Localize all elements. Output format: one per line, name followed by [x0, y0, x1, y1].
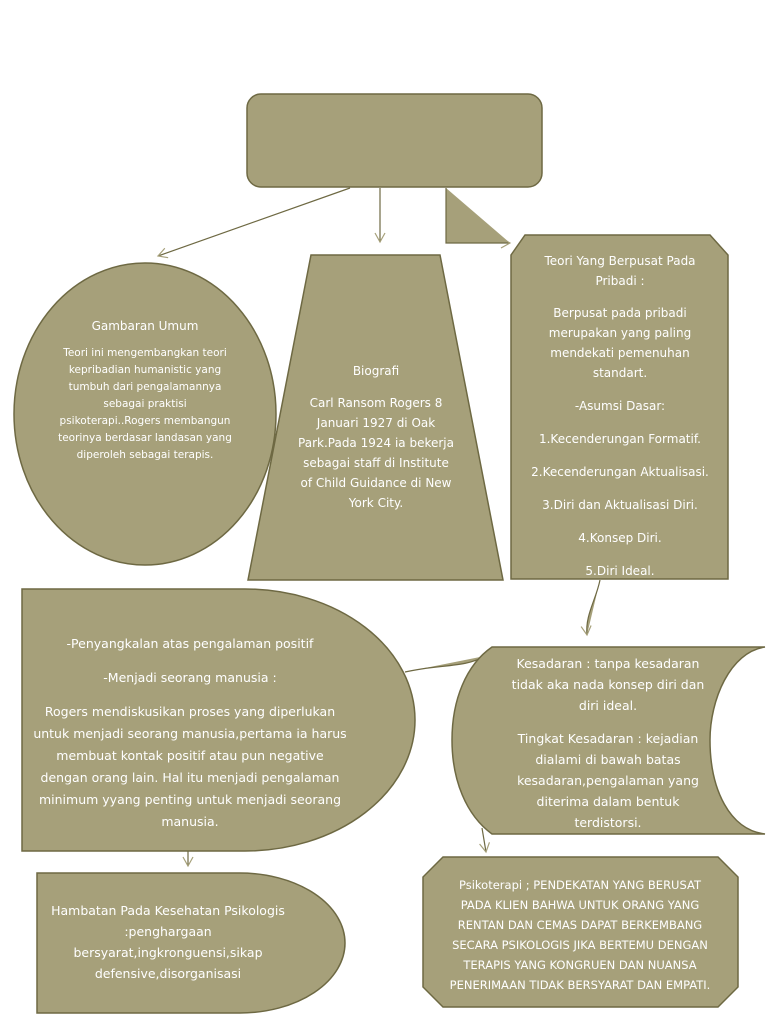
connector-teori-to-kesadaran [587, 580, 600, 635]
teori-item: 5.Diri Ideal. [585, 564, 655, 575]
biografi-title: Biografi [352, 364, 400, 378]
gambaran-umum-node [55, 318, 235, 472]
top-rounded-box [247, 94, 542, 187]
hambatan-line3: bersyarat,ingkronguensi,sikap defensive,disorganisasi [73, 945, 263, 981]
connector-to-gambaran [158, 188, 350, 256]
teori-desc: Berpusat pada pribadi merupakan yang paling mendekati pemenuhan standart. [548, 306, 692, 380]
penyangkalan-line1: -Penyangkalan atas pengalaman positif [66, 636, 314, 651]
psikoterapi-body: Psikoterapi ; PENDEKATAN YANG BERUSAT PADA KLIEN BAHWA UNTUK ORANG YANG RENTAN DAN CEMAS DAPAT BERKEMBANG SECARA PSIKOLOGIS JIKA BERTEMU DENGAN TERAPIS YANG KONGRUEN DAN NUANSA PENERIMAAN TIDAK BERSYARAT DAN EMPATI. [449, 878, 711, 992]
biografi-body: Carl Ransom Rogers 8 Januari 1927 di Oak Park.Pada 1924 ia bekerja sebagai staff di Institute of Child Guidance di New York City. [298, 396, 454, 510]
hambatan-line1: Hambatan Pada Kesehatan Psikologis [51, 903, 285, 918]
connector-to-teori [446, 188, 510, 243]
teori-title: Teori Yang Berpusat Pada Pribadi : [544, 254, 696, 288]
kesadaran-p2: Tingkat Kesadaran : kejadian dialami di bawah batas kesadaran,pengalaman yang diterima dalam bentuk terdistorsi. [517, 731, 699, 829]
biografi-node [296, 361, 456, 521]
psikoterapi-node [445, 875, 715, 1003]
penyangkalan-node [32, 633, 348, 841]
teori-item: 4.Konsep Diri. [578, 531, 662, 545]
gambaran-umum-body: Teori ini mengembangkan teori kepribadian humanistic yang tumbuh dari pengalamannya sebagai praktisi psikoterapi..Rogers membangun teorinya berdasar landasan yang diperoleh sebagai terapis. [58, 347, 232, 461]
penyangkalan-body: Rogers mendiskusikan proses yang diperlukan untuk menjadi seorang manusia,pertama ia harus membuat kontak positif atau pun negative dengan orang lain. Hal itu menjadi pengalaman minimum yyang penting untuk menjadi seorang manusia. [33, 704, 347, 829]
teori-item: 1.Kecenderungan Formatif. [538, 432, 701, 446]
teori-node [530, 251, 710, 575]
gambaran-umum-title: Gambaran Umum [91, 319, 199, 333]
hambatan-line2: :penghargaan [124, 924, 212, 939]
hambatan-node [46, 900, 290, 984]
teori-item: 3.Diri dan Aktualisasi Diri. [542, 498, 698, 512]
kesadaran-p1: Kesadaran : tanpa kesadaran tidak aka nada konsep diri dan diri ideal. [511, 656, 705, 713]
teori-item: 2.Kecenderungan Aktualisasi. [531, 465, 709, 479]
penyangkalan-line2: -Menjadi seorang manusia : [103, 670, 277, 685]
kesadaran-node [508, 653, 708, 829]
teori-asumsi-label: -Asumsi Dasar: [574, 399, 666, 413]
connector-to-psikoterapi [482, 828, 486, 852]
